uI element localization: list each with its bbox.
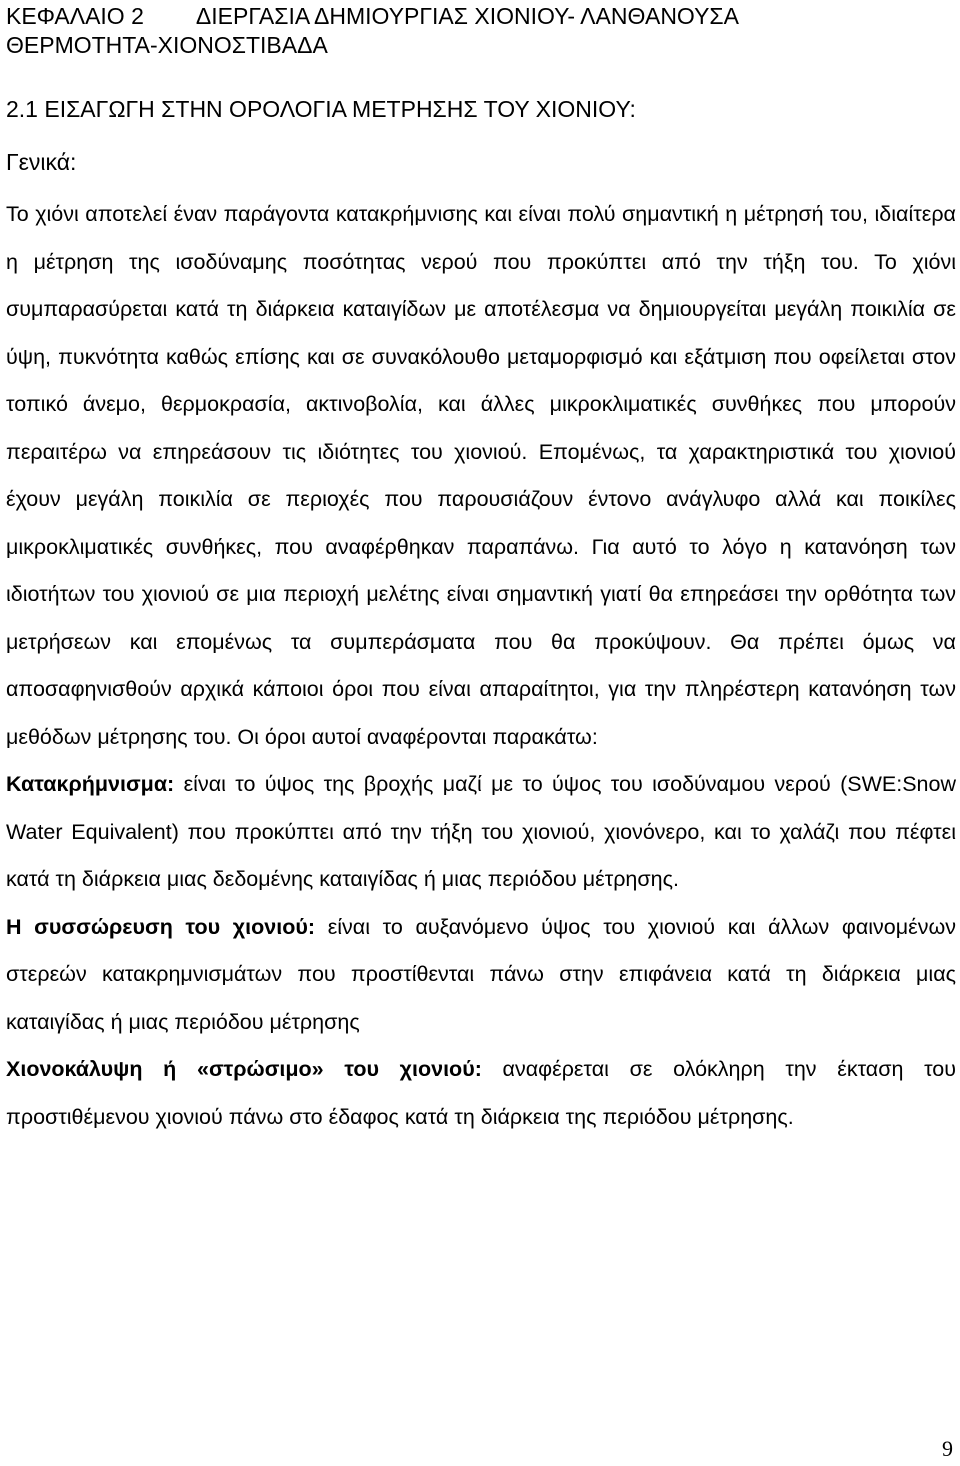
section-title: 2.1 ΕΙΣΑΓΩΓΗ ΣΤΗΝ ΟΡΟΛΟΓΙΑ ΜΕΤΡΗΣΗΣ ΤΟΥ ΧΙΟΝΙΟΥ: — [6, 96, 636, 122]
chapter-title — [6, 2, 956, 60]
intro-paragraph: Το χιόνι αποτελεί έναν παράγοντα κατακρήμνισης και είναι πολύ σημαντική η μέτρησή του, ιδιαίτερα η μέτρηση της ισοδύναμης ποσότητας νερού που προκύπτει από την τήξη του. Το χιόνι συμπαρασύρεται κατά τη διάρκεια καταιγίδων με αποτέλεσμα να δημιουργείται μεγάλη ποικιλία σε ύψη, πυκνότητα καθώς επίσης και σε συνακόλουθο μεταμορφισμό και εξάτμιση που οφείλεται στον τοπικό άνεμο, θερμοκρασία, ακτινοβολία, και άλλες μικροκλιματικές συνθήκες που μπορούν περαιτέρω να επηρεάσουν τις ιδιότητες του χιονιού. Επομένως, τα χαρακτηριστικά του χιονιού έχουν μεγάλη ποικιλία σε περιοχές που παρουσιάζουν έντονο ανάγλυφο αλλά και ποικίλες μικροκλιματικές συνθήκες, που αναφέρθηκαν παραπάνω. Για αυτό το λόγο η κατανόηση των ιδιοτήτων του χιονιού σε μια περιοχή μελέτης είναι σημαντική γιατί θα επηρεάσει την ορθότητα των μετρήσεων και επομένως τα συμπεράσματα που θα προκύψουν. Θα πρέπει όμως να αποσαφηνισθούν αρχικά κάποιοι όροι που είναι απαραίτητοι, για την πληρέστερη κατανόηση των μεθόδων μέτρησης του. Οι όροι αυτοί αναφέρονται παρακάτω: — [6, 202, 956, 749]
chapter-title-line1: ΔΙΕΡΓΑΣΙΑ ΔΗΜΙΟΥΡΓΙΑΣ ΧΙΟΝΙΟΥ- ΛΑΝΘΑΝΟΥΣΑ — [195, 3, 739, 29]
subheading: Γενικά: — [6, 149, 77, 175]
definition-paragraph — [6, 1046, 956, 1141]
chapter-label: ΚΕΦΑΛΑΙΟ 2 — [6, 3, 144, 29]
definition-text: είναι το αυξανόμενο ύψος του χιονιού και άλλων φαινομένων στερεών κατακρημνισμάτων που προστίθενται πάνω στην επιφάνεια κατά τη διάρκεια μιας καταιγίδας ή μιας περιόδου μέτρησης — [6, 914, 956, 1034]
definition-text: αναφέρεται σε ολόκληρη την έκταση του προστιθέμενου χιονιού πάνω στο έδαφος κατά τη διάρκεια της περιόδου μέτρησης. — [6, 1057, 957, 1129]
definition-text: είναι το ύψος της βροχής μαζί με το ύψος του ισοδύναμου νερού (SWE:Snow Water Equivalent) που προκύπτει από την τήξη του χιονιού, χιονόνερο, και το χαλάζι που πέφτει κατά τη διάρκεια μιας δεδομένης καταιγίδας ή μιας περιόδου μέτρησης. — [6, 772, 956, 891]
definition-term: Χιονοκάλυψη ή «στρώσιμο» του χιονιού: — [6, 1057, 482, 1081]
definition-paragraph — [6, 904, 956, 1047]
chapter-title-line2: ΘΕΡΜΟΤΗΤΑ-ΧΙΟΝΟΣΤΙΒΑΔΑ — [6, 32, 328, 58]
page-number: 9 — [942, 1436, 953, 1461]
definition-paragraph — [6, 761, 956, 904]
definition-term: Η συσσώρευση του χιονιού: — [6, 914, 316, 939]
body-text — [6, 191, 956, 1141]
definition-term: Κατακρήμνισμα: — [6, 772, 175, 796]
